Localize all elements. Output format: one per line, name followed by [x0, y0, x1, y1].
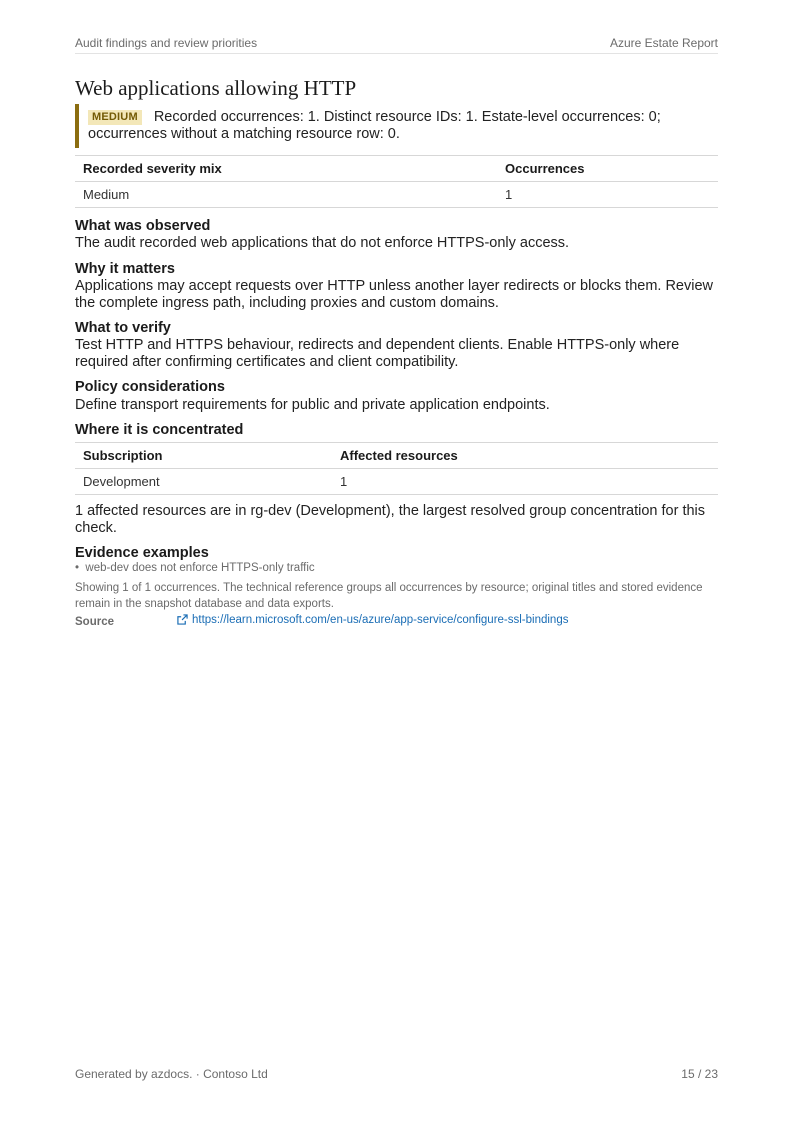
- table-cell: Medium: [83, 187, 130, 202]
- table-cell: 1: [340, 474, 348, 489]
- list-item: [75, 562, 315, 574]
- summary-callout: [75, 104, 723, 148]
- bullet-icon: •: [75, 562, 86, 574]
- source-link[interactable]: [177, 614, 568, 626]
- running-header: [75, 36, 718, 54]
- page: [75, 0, 718, 1123]
- severity-table: [75, 155, 718, 208]
- footer-generator: Generated by azdocs. · Contoso Ltd: [75, 1067, 268, 1081]
- header-report-title: Azure Estate Report: [609, 36, 718, 50]
- section-body: The audit recorded web applications that do not enforce HTTPS-only access.: [75, 235, 570, 251]
- section-heading: What was observed: [75, 218, 211, 234]
- section-heading: Where it is concentrated: [75, 422, 244, 438]
- table-cell: Development: [83, 474, 160, 489]
- section-heading: Why it matters: [75, 261, 175, 277]
- table-cell: 1: [505, 187, 513, 202]
- concentration-note: 1 affected resources are in rg-dev (Development), the largest resolved group concentration for this check.: [75, 503, 706, 536]
- header-section-title: Audit findings and review priorities: [75, 36, 258, 50]
- section-body: Applications may accept requests over HTTP unless another layer redirects or blocks them. Review the complete ingress path, including proxies and custom domains.: [75, 278, 714, 311]
- table-header-row: [75, 156, 718, 182]
- table-header-row: [75, 443, 718, 469]
- column-header: Occurrences: [505, 161, 585, 176]
- column-header: Affected resources: [340, 448, 458, 463]
- concentration-table: [75, 442, 718, 495]
- severity-badge: MEDIUM: [88, 110, 142, 125]
- column-header: Subscription: [83, 448, 163, 463]
- summary-text: Recorded occurrences: 1. Distinct resource IDs: 1. Estate-level occurrences: 0; occurrences without a matching resource row: 0.: [88, 109, 661, 142]
- page-number: 15 / 23: [681, 1067, 718, 1081]
- evidence-note: Showing 1 of 1 occurrences. The technical reference groups all occurrences by resource; original titles and stored evidence remain in the snapshot database and data exports.: [75, 582, 703, 610]
- section-heading: Policy considerations: [75, 379, 225, 395]
- table-row: [75, 469, 718, 495]
- page-title: Web applications allowing HTTP: [75, 76, 357, 100]
- source-label: Source: [75, 616, 114, 628]
- section-body: Test HTTP and HTTPS behaviour, redirects and dependent clients. Enable HTTPS-only where required after confirming certificates and client compatibility.: [75, 337, 680, 370]
- section-heading: Evidence examples: [75, 545, 209, 561]
- table-row: [75, 182, 718, 208]
- source-url: https://learn.microsoft.com/en-us/azure/app-service/configure-ssl-bindings: [192, 614, 569, 626]
- column-header: Recorded severity mix: [83, 161, 222, 176]
- section-body: Define transport requirements for public and private application endpoints.: [75, 397, 550, 413]
- external-link-icon: [177, 614, 188, 625]
- section-heading: What to verify: [75, 320, 171, 336]
- evidence-item-text: web-dev does not enforce HTTPS-only traffic: [85, 562, 315, 574]
